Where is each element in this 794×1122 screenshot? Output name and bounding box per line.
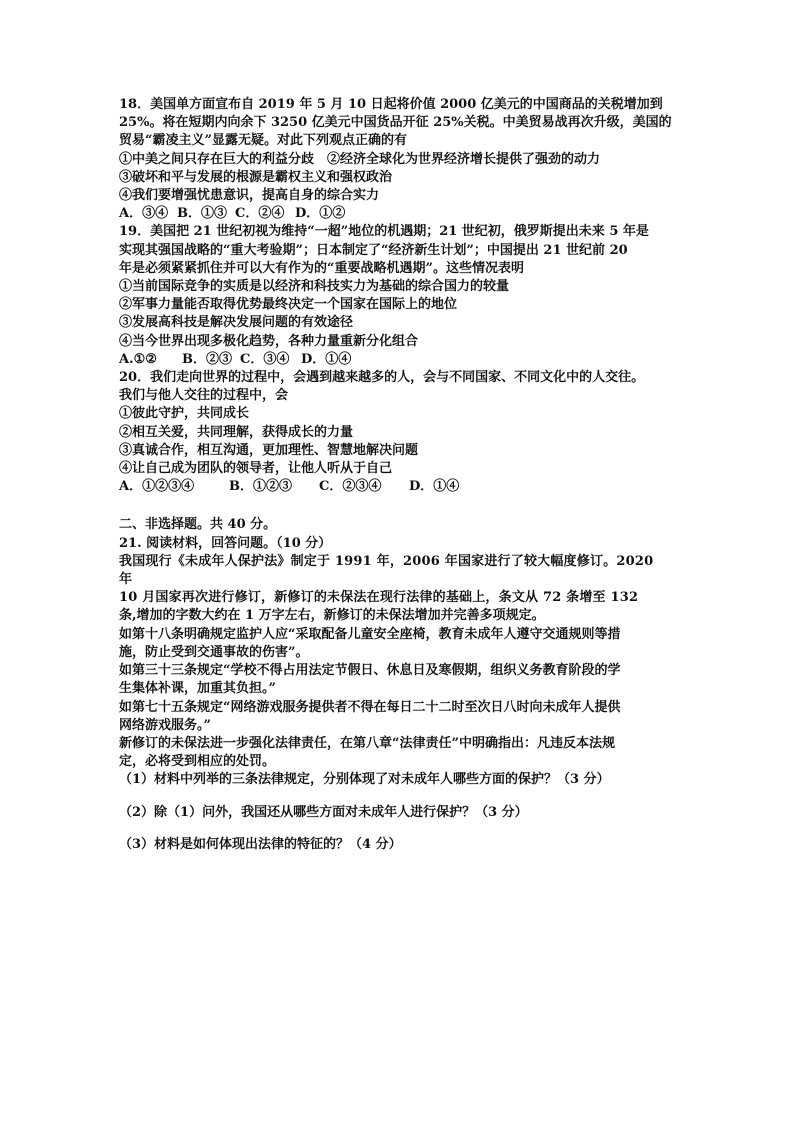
q21-material-line: 定，必将受到相应的处罚。 bbox=[119, 754, 276, 770]
q19-stem-line: 19．美国把 21 世纪初视为维持“一超”地位的机遇期；21 世纪初，俄罗斯提出未来 5 年是 bbox=[119, 224, 649, 240]
q19-stem-line: 年是必须紧紧抓住并可以大有作为的“重要战略机遇期”。这些情况表明 bbox=[119, 260, 524, 276]
q19-item: ④当今世界出现多极化趋势，各种力量重新分化组合 bbox=[119, 333, 419, 349]
q19-option-b: B．②③ bbox=[182, 351, 232, 367]
q18-item: ①中美之间只存在巨大的利益分歧 ②经济全球化为世界经济增长提供了强劲的动力 bbox=[119, 151, 601, 167]
q18-option-c: C．②④ bbox=[235, 206, 285, 222]
q21-material-line: 网络游戏服务。” bbox=[119, 717, 211, 733]
q18-stem-line: 18．美国单方面宣布自 2019 年 5 月 10 日起将价值 2000 亿美元的中国商品的关税增加到 bbox=[119, 97, 663, 112]
q18-option-d: D．①② bbox=[295, 206, 346, 222]
q21-material-line: 新修订的未保法进一步强化法律责任，在第八章“法律责任”中明确指出：凡违反本法规 bbox=[119, 735, 615, 751]
q18-stem-line: 贸易“霸凌主义”显露无疑。对此下列观点正确的有 bbox=[119, 133, 407, 149]
q19-stem-line: 实现其强国战略的“重大考验期”；日本制定了“经济新生计划”；中国提出 21 世纪前 20 bbox=[119, 242, 628, 258]
q21-material-line: 施，防止受到交通事故的伤害”。 bbox=[119, 644, 309, 660]
q21-material-line: 生集体补课，加重其负担。” bbox=[119, 681, 276, 697]
question-21 bbox=[119, 535, 679, 854]
exam-page bbox=[119, 96, 679, 854]
q18-option-b: B．①③ bbox=[177, 206, 227, 222]
q21-material-line: 条,增加的字数大约在 1 万字左右，新修订的未保法增加并完善多项规定。 bbox=[119, 608, 545, 624]
q20-option-d: D．①④ bbox=[409, 479, 460, 495]
q19-item: ③发展高科技是解决发展问题的有效途径 bbox=[119, 315, 354, 331]
q19-option-d: D．①④ bbox=[301, 351, 352, 367]
q20-option-a: A．①②③④ bbox=[119, 479, 195, 495]
q18-item: ④我们要增强忧患意识，提高自身的综合实力 bbox=[119, 188, 380, 204]
answer-space bbox=[119, 822, 679, 836]
q19-item: ②军事力量能否取得优势最终决定一个国家在国际上的地位 bbox=[119, 297, 458, 313]
q20-option-b: B．①②③ bbox=[229, 479, 292, 495]
question-20 bbox=[119, 369, 679, 496]
q21-subquestion-1: （1）材料中列举的三条法律规定，分别体现了对未成年人哪些方面的保护？（3 分） bbox=[119, 772, 610, 788]
q21-material-line: 如第三十三条规定“学校不得占用法定节假日、休息日及寒假期，组织义务教育阶段的学 bbox=[119, 663, 621, 679]
q18-stem-line: 25%。将在短期内向余下 3250 亿美元中国货品开征 25%关税。中美贸易战再次升级，美国的 bbox=[119, 115, 672, 131]
q20-item: ③真诚合作，相互沟通，更加理性、智慧地解决问题 bbox=[119, 442, 419, 458]
q21-subquestion-3: （3）材料是如何体现出法律的特征的？（4 分） bbox=[119, 836, 402, 852]
q18-item: ③破坏和平与发展的根源是霸权主义和强权政治 bbox=[119, 169, 393, 185]
q21-material-line: 10 月国家再次进行修订，新修订的未保法在现行法律的基础上，条文从 72 条增至 132 bbox=[119, 590, 639, 606]
answer-space bbox=[119, 790, 679, 804]
q20-item: ②相互关爱，共同理解，获得成长的力量 bbox=[119, 424, 354, 440]
q19-option-a: A.①② bbox=[119, 351, 157, 367]
q20-item: ④让自己成为团队的领导者，让他人听从于自己 bbox=[119, 461, 393, 477]
question-19 bbox=[119, 223, 679, 369]
q21-material-line: 我国现行《未成年人保护法》制定于 1991 年，2006 年国家进行了较大幅度修订。2020 bbox=[119, 553, 654, 569]
q18-options bbox=[119, 205, 679, 223]
q20-options bbox=[119, 478, 679, 496]
q19-option-c: C．③④ bbox=[240, 351, 290, 367]
q21-title: 21. 阅读材料，回答问题。（10 分） bbox=[119, 535, 332, 551]
q19-options bbox=[119, 351, 679, 369]
question-18 bbox=[119, 96, 679, 223]
q19-item: ①当前国际竞争的实质是以经济和科技实力为基础的综合国力的较量 bbox=[119, 279, 510, 295]
spacer bbox=[119, 496, 679, 516]
q20-stem-line: 20．我们走向世界的过程中，会遇到越来越多的人，会与不同国家、不同文化中的人交往。 bbox=[119, 370, 645, 386]
q21-material-line: 年 bbox=[119, 572, 133, 588]
section-heading: 二、非选择题。共 40 分。 bbox=[119, 517, 277, 533]
q18-option-a: A．③④ bbox=[119, 206, 169, 222]
q21-subquestion-2: （2）除（1）问外，我国还从哪些方面对未成年人进行保护？（3 分） bbox=[119, 804, 528, 820]
q21-material-line: 如第七十五条规定“网络游戏服务提供者不得在每日二十二时至次日八时向未成年人提供 bbox=[119, 699, 621, 715]
q20-stem-line: 我们与他人交往的过程中，会 bbox=[119, 388, 289, 404]
q20-option-c: C．②③④ bbox=[319, 479, 382, 495]
q20-item: ①彼此守护，共同成长 bbox=[119, 406, 250, 422]
q21-material-line: 如第十八条明确规定监护人应“采取配备儿童安全座椅，教育未成年人遵守交通规则等措 bbox=[119, 626, 621, 642]
